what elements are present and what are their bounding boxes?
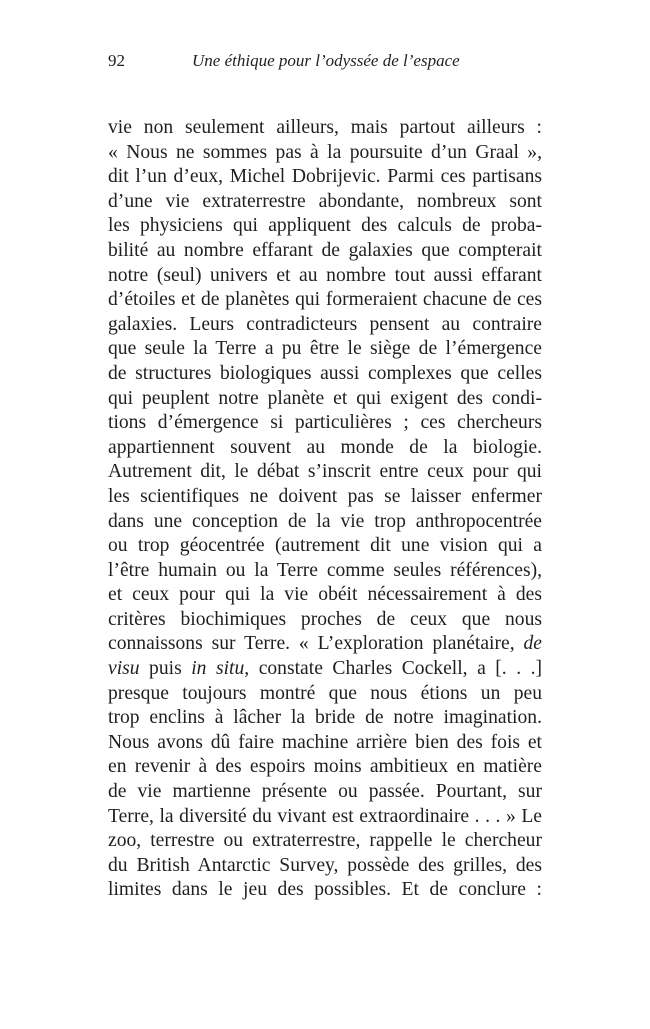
text-line — [108, 682, 542, 707]
text-line — [108, 190, 542, 215]
italic-text: visu — [108, 658, 140, 680]
text-segment: les physiciens qui appliquent des calculs de proba- — [108, 215, 542, 237]
text-segment: notre (seul) univers et au nombre tout aussi effarant — [108, 264, 542, 286]
text-line — [108, 829, 542, 854]
text-line — [108, 657, 542, 682]
text-segment: en revenir à des espoirs moins ambitieux en matière — [108, 756, 542, 778]
text-line — [108, 805, 542, 830]
text-segment: ou trop géocentrée (autrement dit une vision qui a — [108, 535, 542, 557]
text-line — [108, 583, 542, 608]
text-line — [108, 510, 542, 535]
text-segment: critères biochimiques proches de ceux que nous — [108, 608, 542, 630]
text-segment: Terre, la diversité du vivant est extraordinaire . . . » Le — [108, 805, 542, 827]
text-line — [108, 632, 542, 657]
text-segment: que seule la Terre a pu être le siège de l’émergence — [108, 338, 542, 360]
text-line — [108, 559, 542, 584]
text-line — [108, 854, 542, 879]
text-line — [108, 264, 542, 289]
page-number: 92 — [108, 51, 125, 70]
text-segment: presque toujours montré que nous étions un peu — [108, 682, 542, 704]
text-line — [108, 214, 542, 239]
text-line — [108, 387, 542, 412]
text-line — [108, 411, 542, 436]
italic-text: de — [523, 633, 542, 655]
text-segment: Autrement dit, le débat s’inscrit entre ceux pour qui — [108, 461, 542, 483]
text-segment: Nous avons dû faire machine arrière bien des fois et — [108, 731, 542, 753]
text-line — [108, 362, 542, 387]
text-segment: et ceux pour qui la vie obéit nécessairement à des — [108, 584, 542, 606]
text-segment: qui peuplent notre planète et qui exigent des condi- — [108, 387, 542, 409]
text-line — [108, 755, 542, 780]
text-segment: bilité au nombre effarant de galaxies que compterait — [108, 239, 542, 261]
text-line — [108, 116, 542, 141]
text-segment: trop enclins à lâcher la bride de notre imagination. — [108, 707, 542, 729]
text-segment: limites dans le jeu des possibles. Et de conclure : — [108, 879, 542, 901]
text-segment: de structures biologiques aussi complexes que celles — [108, 362, 542, 384]
italic-text: in situ — [191, 658, 245, 680]
text-segment: puis — [139, 658, 192, 680]
text-line — [108, 165, 542, 190]
text-segment: les scientifiques ne doivent pas se laisser enfermer — [108, 485, 542, 507]
running-title: Une éthique pour l’odyssée de l’espace — [192, 51, 460, 70]
text-segment: connaissons sur Terre. « L’exploration planétaire, — [108, 633, 524, 655]
text-segment: de vie martienne présente ou passée. Pourtant, sur — [108, 781, 542, 803]
text-line — [108, 141, 542, 166]
text-segment: tions d’émergence si particulières ; ces chercheurs — [108, 412, 542, 434]
running-head — [108, 50, 542, 72]
text-segment: l’être humain ou la Terre comme seules références), — [108, 559, 542, 581]
text-segment: dans une conception de la vie trop anthropocentrée — [108, 510, 542, 532]
text-segment: « Nous ne sommes pas à la poursuite d’un Graal », — [108, 141, 542, 163]
text-segment: d’étoiles et de planètes qui formeraient chacune de ces — [108, 289, 542, 311]
text-line — [108, 460, 542, 485]
text-line — [108, 878, 542, 903]
text-segment: zoo, terrestre ou extraterrestre, rappelle le chercheur — [108, 830, 542, 852]
text-line — [108, 239, 542, 264]
text-segment: galaxies. Leurs contradicteurs pensent au contraire — [108, 313, 542, 335]
text-line — [108, 608, 542, 633]
text-line — [108, 288, 542, 313]
text-line — [108, 534, 542, 559]
text-line — [108, 436, 542, 461]
text-line — [108, 485, 542, 510]
text-segment: appartiennent souvent au monde de la biologie. — [108, 436, 542, 458]
text-line — [108, 731, 542, 756]
text-line — [108, 337, 542, 362]
text-line — [108, 780, 542, 805]
text-segment: du British Antarctic Survey, possède des grilles, des — [108, 854, 542, 876]
text-line — [108, 313, 542, 338]
body-text — [108, 116, 542, 903]
text-segment: d’une vie extraterrestre abondante, nombreux sont — [108, 190, 542, 212]
text-segment: vie non seulement ailleurs, mais partout ailleurs : — [108, 117, 542, 138]
text-line — [108, 706, 542, 731]
text-segment: dit l’un d’eux, Michel Dobrijevic. Parmi ces partisans — [108, 166, 542, 188]
text-segment: , constate Charles Cockell, a [. . .] — [244, 658, 543, 680]
